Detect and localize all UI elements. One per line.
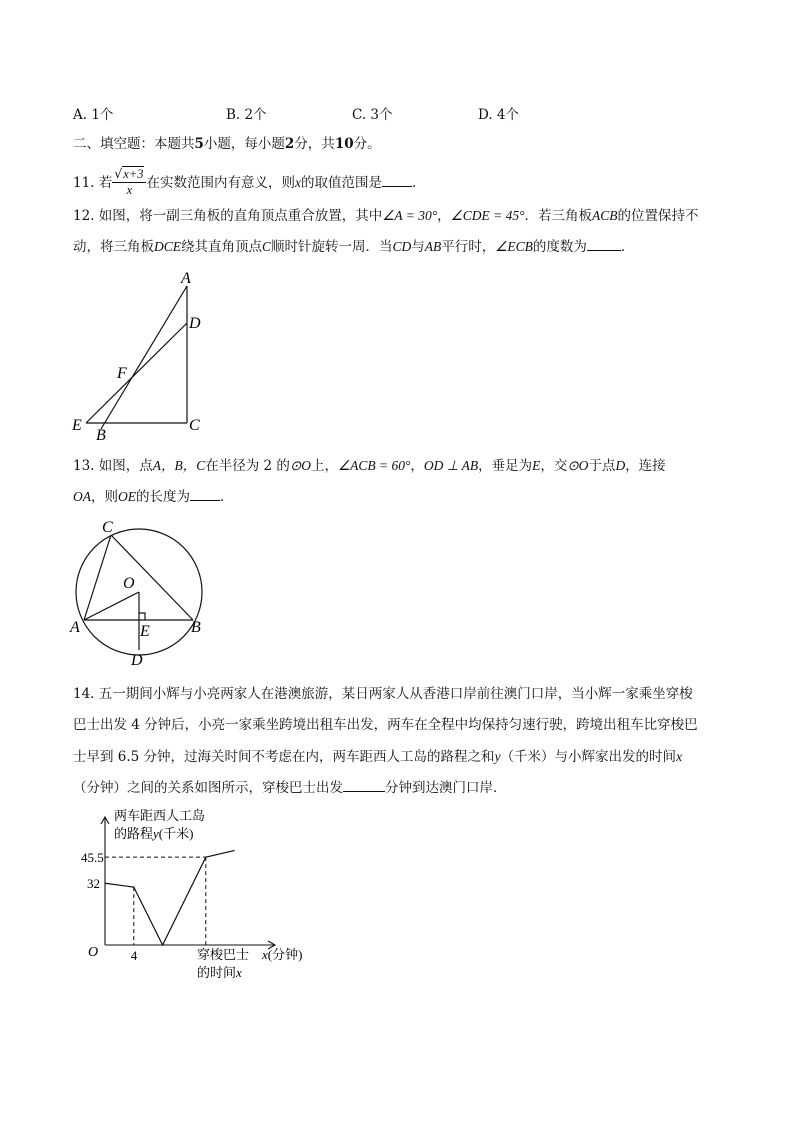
series-line (105, 850, 235, 945)
answer-blank[interactable] (382, 174, 412, 187)
segment-OA (84, 592, 139, 620)
label-C: C (189, 417, 200, 434)
y-axis-title-line2: 的路程y(千米) (114, 826, 194, 841)
question-11: 11. 若 $\frac{√x+3}{x}$ 在实数范围内有意义，则x的取值范围是 . (73, 166, 417, 197)
y-tick-label-32: 32 (87, 876, 100, 892)
label-F: F (117, 365, 127, 382)
figure-12 (66, 266, 216, 446)
y-axis-title-line1: 两车距西人工岛 (114, 808, 206, 823)
figure-14-chart (80, 808, 350, 988)
x-axis-unit: x(分钟) (262, 947, 303, 962)
segment-CA (84, 535, 111, 620)
option-c: C. 3个 (352, 107, 393, 123)
question-14-line3: 士早到 6.5 分钟，过海关时间不考虑在内，两车距西人工岛的路程之和y（千米）与小辉家出发的时间x (73, 749, 683, 765)
question-13-line2: OA，则OE的长度为 ． (73, 489, 234, 505)
answer-blank[interactable] (190, 488, 220, 501)
label-C: C (102, 519, 113, 536)
label-E: E (72, 417, 82, 434)
right-angle-mark (139, 613, 145, 620)
question-13-line1: 13. 如图，点A，B，C在半径为 2 的⊙O上，∠ACB = 60°，OD ⊥ AB，垂足为E，交⊙O于点D，连接 (73, 458, 666, 474)
question-14-line2: 巴士出发 4 分钟后，小亮一家乘坐跨境出租车出发，两车在全程中均保持匀速行驶，跨境出租车比穿梭巴 (73, 717, 698, 733)
option-b: B. 2个 (226, 107, 267, 123)
x-tick-label-4: 4 (130, 948, 138, 963)
label-A: A (181, 270, 191, 287)
answer-blank[interactable] (343, 779, 385, 792)
label-D: D (189, 315, 201, 332)
question-12-line1: 12. 如图，将一副三角板的直角顶点重合放置，其中∠A = 30°，∠CDE = 45°．若三角板ACB的位置保持不 (73, 208, 699, 224)
option-d: D. 4个 (478, 107, 520, 123)
answer-blank[interactable] (587, 238, 621, 251)
question-14-line1: 14. 五一期间小辉与小亮两家人在港澳旅游，某日两家人从香港口岸前往澳门口岸，当小辉一家乘坐穿梭 (73, 686, 693, 702)
section-heading: 二、填空题：本题共5小题，每小题2分，共10分。 (73, 136, 381, 152)
label-D: D (131, 652, 143, 669)
y-tick-label-45-5: 45.5 (81, 850, 104, 866)
segment-DE (86, 323, 187, 423)
segment-AB (101, 286, 187, 429)
label-E: E (140, 623, 150, 640)
question-12-line2: 动，将三角板DCE绕其直角顶点C顺时针旋转一周．当CD与AB平行时，∠ECB的度数为 ． (73, 239, 635, 255)
label-O: O (123, 575, 135, 592)
label-A: A (70, 619, 80, 636)
x-axis-title-line2: 的时间x (197, 965, 242, 980)
question-14-line4: （分钟）之间的关系如图所示，穿梭巴士出发 分钟到达澳门口岸． (73, 780, 507, 796)
fraction: $\frac{√x+3}{x}$ (112, 166, 146, 197)
option-a: A. 1个 (73, 107, 114, 123)
label-B: B (191, 619, 201, 636)
x-axis-title-line1: 穿梭巴士 (197, 947, 250, 962)
origin-label: O (88, 945, 99, 960)
figure-13 (66, 515, 216, 670)
label-B: B (96, 427, 106, 444)
